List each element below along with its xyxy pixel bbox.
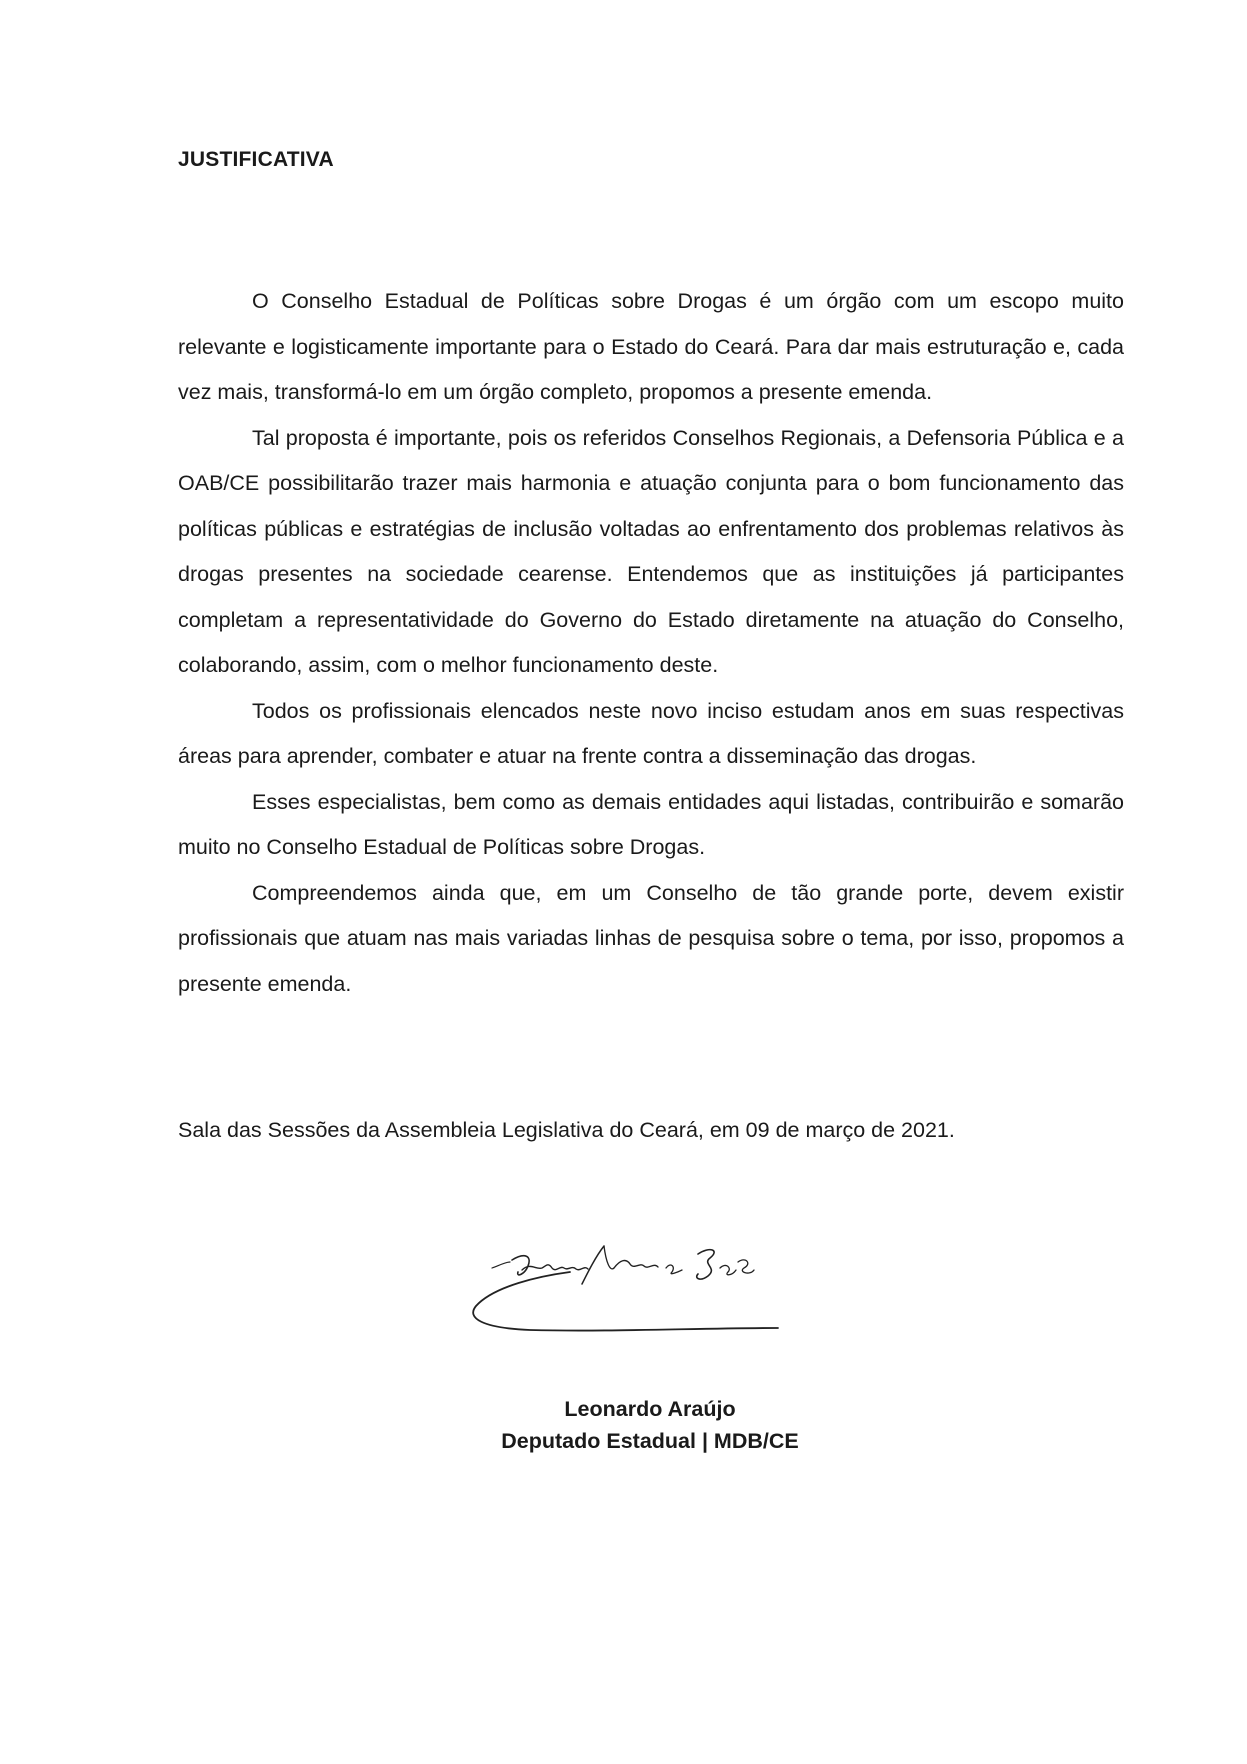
paragraph-3: Todos os profissionais elencados neste novo inciso estudam anos em suas respectivas áreas para aprender, combater e atuar na frente contra a disseminação das drogas. (178, 698, 1124, 768)
handwritten-signature (470, 1232, 840, 1362)
justification-body (178, 279, 1124, 1007)
signer-block (440, 1393, 860, 1457)
paragraph-2: Tal proposta é importante, pois os referidos Conselhos Regionais, a Defensoria Pública e a OAB/CE possibilitarão trazer mais harmonia e atuação conjunta para o bom funcionamento das políticas públicas e estratégias de inclusão voltadas ao enfrentamento dos problemas relativos às drogas presentes na sociedade cearense. Entendemos que as instituições já participantes completam a representatividade do Governo do Estado diretamente na atuação do Conselho, colaborando, assim, com o melhor funcionamento deste. (178, 425, 1124, 677)
document-heading: JUSTIFICATIVA (178, 148, 334, 171)
paragraph-4: Esses especialistas, bem como as demais entidades aqui listadas, contribuirão e somarão muito no Conselho Estadual de Políticas sobre Drogas. (178, 789, 1124, 859)
closing-line: Sala das Sessões da Assembleia Legislativa do Ceará, em 09 de março de 2021. (178, 1118, 955, 1142)
paragraph-1: O Conselho Estadual de Políticas sobre Drogas é um órgão com um escopo muito relevante e logisticamente importante para o Estado do Ceará. Para dar mais estruturação e, cada vez mais, transformá-lo em um órgão completo, propomos a presente emenda. (178, 289, 1124, 404)
signer-name: Leonardo Araújo (564, 1397, 736, 1421)
signer-title: Deputado Estadual | MDB/CE (501, 1429, 799, 1453)
paragraph-5: Compreendemos ainda que, em um Conselho de tão grande porte, devem existir profissionais que atuam nas mais variadas linhas de pesquisa sobre o tema, por isso, propomos a presente emenda. (178, 880, 1124, 996)
